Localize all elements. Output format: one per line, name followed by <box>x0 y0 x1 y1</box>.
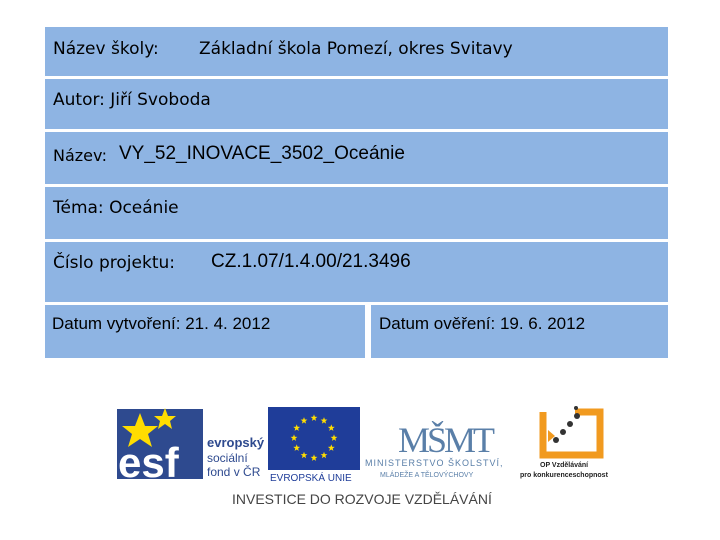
school-value: Základní škola Pomezí, okres Svitavy <box>199 39 513 59</box>
slogan: INVESTICE DO ROZVOJE VZDĚLÁVÁNÍ <box>232 491 492 507</box>
project-value: CZ.1.07/1.4.00/21.3496 <box>211 251 411 272</box>
topic-text: Téma: Oceánie <box>53 198 179 218</box>
created-text: Datum vytvoření: 21. 4. 2012 <box>52 314 271 333</box>
eu-logo <box>268 407 360 484</box>
msmt-letters: MŠMT <box>398 420 493 460</box>
title-value: VY_52_INOVACE_3502_Oceánie <box>119 143 405 164</box>
msmt-logo <box>365 420 504 479</box>
esf-text-3: fond v ČR <box>207 465 261 479</box>
op-text-1: OP Vzdělávání <box>540 462 589 469</box>
esf-logo <box>117 408 265 486</box>
author-text: Autor: Jiří Svoboda <box>53 90 211 110</box>
msmt-text-2: MLÁDEŽE A TĚLOVÝCHOVY <box>380 472 474 479</box>
project-label: Číslo projektu: <box>53 253 175 273</box>
eu-label: EVROPSKÁ UNIE <box>270 473 352 484</box>
op-text-2: pro konkurenceschopnost <box>520 472 608 479</box>
msmt-text-1: MINISTERSTVO ŠKOLSTVÍ, <box>365 458 504 468</box>
op-logo <box>520 406 609 479</box>
esf-text-2: sociální <box>207 451 248 465</box>
school-label: Název školy: <box>53 39 159 59</box>
esf-text-1: evropský <box>207 435 265 450</box>
esf-letters: esf <box>118 439 179 486</box>
title-label: Název: <box>53 146 107 165</box>
verified-text: Datum ověření: 19. 6. 2012 <box>379 314 586 333</box>
